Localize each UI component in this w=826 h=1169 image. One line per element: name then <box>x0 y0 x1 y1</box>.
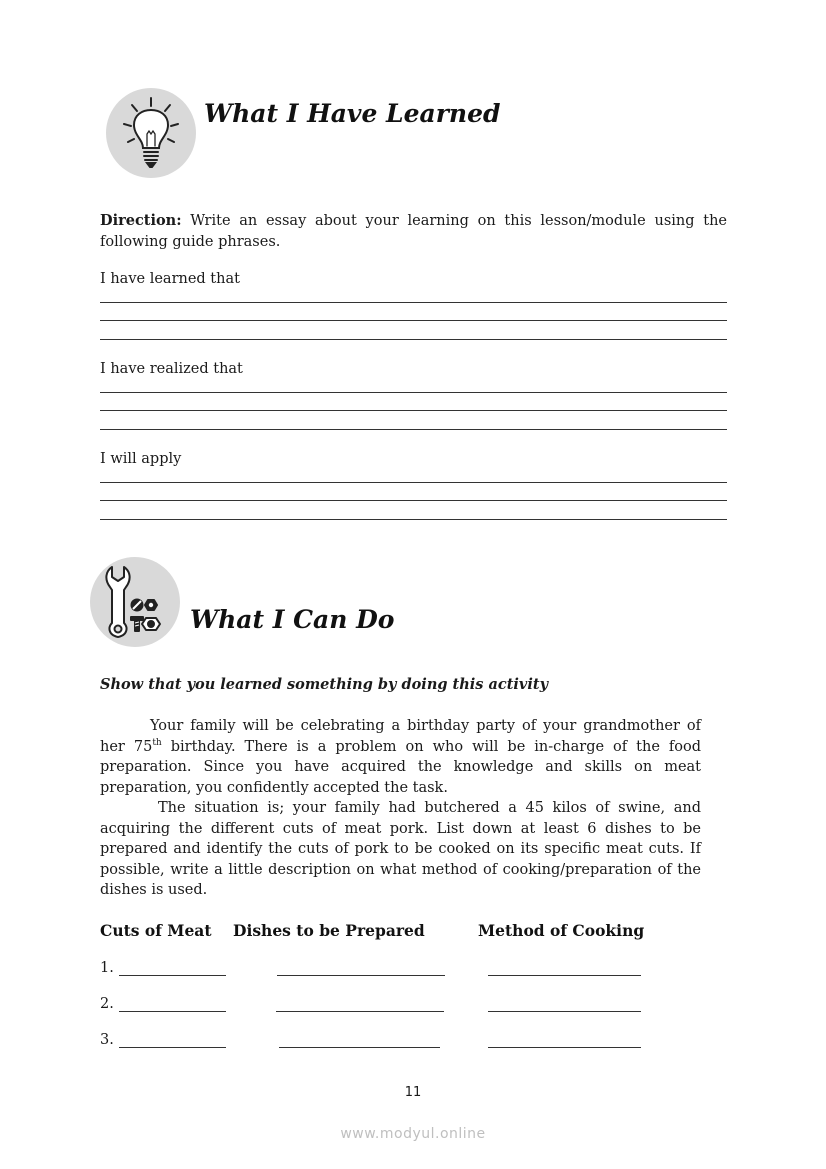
direction-text: Write an essay about your learning on this lesson/module using the following guide phrases. <box>100 213 727 250</box>
method-blank[interactable] <box>488 1011 641 1012</box>
scenario-paragraph-1: Your family will be celebrating a birthday party of your grandmother of her 75th birthday. There is a problem on who will be in-charge of the food preparation. Since you have acquired the knowledge and skills on meat preparation, you confidently accepted the task. <box>100 718 702 796</box>
column-header-dishes: Dishes to be Prepared <box>233 921 425 940</box>
column-header-cuts: Cuts of Meat <box>100 921 212 940</box>
row-number: 2. <box>100 996 114 1012</box>
answer-line[interactable] <box>100 320 727 321</box>
dish-blank[interactable] <box>276 1011 444 1012</box>
page-number: 11 <box>404 1085 422 1100</box>
column-header-method: Method of Cooking <box>478 921 645 940</box>
answer-line[interactable] <box>100 392 727 393</box>
prompt-learned: I have learned that <box>100 271 240 287</box>
answer-line[interactable] <box>100 482 727 483</box>
direction-label: Direction: <box>100 212 182 229</box>
answer-line[interactable] <box>100 339 727 340</box>
watermark: www.modyul.online <box>340 1126 486 1142</box>
prompt-realized: I have realized that <box>100 361 243 377</box>
answer-line[interactable] <box>100 410 727 411</box>
direction-paragraph <box>100 211 727 252</box>
lightbulb-icon <box>106 88 196 178</box>
method-blank[interactable] <box>488 975 641 976</box>
answer-line[interactable] <box>100 500 727 501</box>
cut-blank[interactable] <box>119 1047 226 1048</box>
row-number: 3. <box>100 1032 114 1048</box>
answer-line[interactable] <box>100 302 727 303</box>
answer-line[interactable] <box>100 429 727 430</box>
row-number: 1. <box>100 960 114 976</box>
cut-blank[interactable] <box>119 975 226 976</box>
tools-icon <box>90 557 180 647</box>
dish-blank[interactable] <box>279 1047 440 1048</box>
section-title-what-i-have-learned: What I Have Learned <box>204 99 501 128</box>
activity-subtitle: Show that you learned something by doing this activity <box>100 676 548 693</box>
scenario-paragraph-2: The situation is; your family had butchered a 45 kilos of swine, and acquiring the different cuts of meat pork. List down at least 6 dishes to be prepared and identify the cuts of pork to be cooked on its specific meat cuts. If possible, write a little description on what method of cooking/preparation of the dishes is used. <box>100 800 701 898</box>
section-title-what-i-can-do: What I Can Do <box>190 605 395 634</box>
method-blank[interactable] <box>488 1047 641 1048</box>
dish-blank[interactable] <box>277 975 445 976</box>
answer-line[interactable] <box>100 519 727 520</box>
cut-blank[interactable] <box>119 1011 226 1012</box>
prompt-apply: I will apply <box>100 451 182 467</box>
